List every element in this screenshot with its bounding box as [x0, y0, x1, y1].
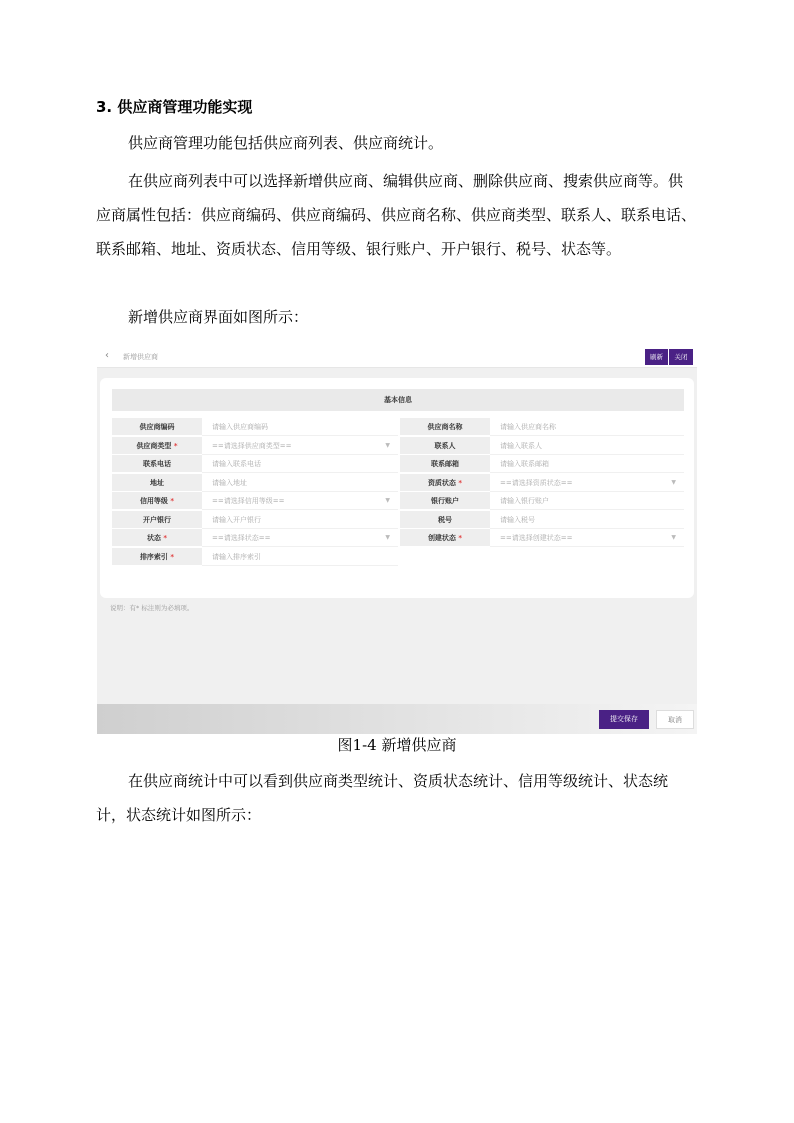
- chevron-down-icon[interactable]: ▼: [385, 497, 390, 504]
- field-input[interactable]: [202, 474, 398, 492]
- field-label-text: 供应商编码: [139, 423, 175, 431]
- field-placeholder: ==请选择创建状态==: [500, 534, 573, 542]
- field-label-text: 创建状态: [427, 534, 456, 542]
- field-label-text: 信用等级: [139, 497, 168, 505]
- form-row: [112, 511, 684, 529]
- form-row: [112, 548, 684, 566]
- field-label: [400, 437, 490, 455]
- field-input[interactable]: [490, 511, 684, 529]
- field-input[interactable]: [490, 492, 684, 510]
- field-label: [112, 455, 202, 473]
- field-label-text: 联系邮箱: [431, 460, 459, 468]
- field-label: [112, 492, 202, 510]
- field-label-text: 供应商名称: [427, 423, 463, 431]
- field-select[interactable]: [202, 492, 398, 510]
- field-placeholder: 请输入供应商名称: [500, 423, 556, 431]
- field-placeholder: 请输入供应商编码: [212, 423, 268, 431]
- field-placeholder: ==请选择资质状态==: [500, 478, 573, 487]
- chevron-down-icon[interactable]: ▼: [671, 534, 676, 541]
- field-placeholder: 请输入排序索引: [212, 552, 261, 561]
- field-label: [112, 437, 202, 455]
- field-placeholder: 请输入联系电话: [212, 460, 261, 468]
- form-row: [112, 474, 684, 492]
- paragraph-statistics: 在供应商统计中可以看到供应商类型统计、资质状态统计、信用等级统计、状态统计，状态统计如图所示：: [96, 772, 669, 824]
- field-label: [400, 474, 490, 492]
- field-placeholder: 请输入地址: [212, 478, 247, 487]
- field-placeholder: 请输入开户银行: [212, 515, 261, 524]
- field-input[interactable]: [202, 548, 398, 566]
- field-label: [400, 492, 490, 510]
- paragraph-figure-intro: 新增供应商界面如图所示：: [128, 308, 309, 326]
- field-label-text: 排序索引: [139, 552, 168, 561]
- required-mark: *: [458, 478, 463, 487]
- back-chevron-icon[interactable]: ‹: [105, 350, 109, 361]
- field-label-text: 税号: [438, 515, 452, 524]
- form-row: [112, 492, 684, 510]
- field-input[interactable]: [202, 511, 398, 529]
- field-input[interactable]: [202, 418, 398, 436]
- field-placeholder: ==请选择状态==: [212, 534, 271, 542]
- paragraph-intro: 供应商管理功能包括供应商列表、供应商统计。: [128, 134, 444, 152]
- field-label: [112, 474, 202, 492]
- required-mark: *: [163, 534, 168, 542]
- field-label: [400, 418, 490, 436]
- field-select[interactable]: [490, 474, 684, 492]
- form-row: [112, 418, 684, 436]
- chevron-down-icon[interactable]: ▼: [385, 534, 390, 541]
- field-label: [112, 548, 202, 566]
- field-label-text: 供应商类型: [136, 441, 172, 450]
- chevron-down-icon[interactable]: ▼: [671, 478, 676, 486]
- field-input[interactable]: [202, 455, 398, 473]
- field-placeholder: 请输入联系人: [500, 441, 542, 450]
- field-select[interactable]: [202, 529, 398, 547]
- close-button[interactable]: 关闭: [669, 349, 693, 365]
- submit-save-button[interactable]: 提交保存: [599, 710, 649, 729]
- field-input[interactable]: [490, 437, 684, 455]
- field-label: [400, 455, 490, 473]
- form-row: [112, 455, 684, 473]
- field-label-text: 地址: [150, 478, 164, 487]
- form-row: [112, 529, 684, 547]
- bottom-bar: [97, 704, 697, 734]
- field-label-text: 联系电话: [143, 460, 171, 468]
- field-label: [400, 511, 490, 529]
- field-label: [112, 418, 202, 436]
- required-mark: *: [170, 497, 175, 505]
- field-placeholder: ==请选择供应商类型==: [212, 441, 292, 450]
- cancel-button[interactable]: 取消: [656, 710, 694, 729]
- field-input[interactable]: [490, 418, 684, 436]
- field-label: [400, 529, 490, 547]
- required-note: 说明：有* 标注则为必填项。: [110, 604, 194, 612]
- field-placeholder: ==请选择信用等级==: [212, 497, 285, 505]
- field-label: [112, 511, 202, 529]
- field-select[interactable]: [490, 529, 684, 547]
- section-heading: 3. 供应商管理功能实现: [96, 98, 253, 116]
- paragraph-list-features: 在供应商列表中可以选择新增供应商、编辑供应商、删除供应商、搜索供应商等。供应商属性包括：供应商编码、供应商编码、供应商名称、供应商类型、联系人、联系电话、联系邮箱、地址、资质状态、信用等级、银行账户、开户银行、税号、状态等。: [96, 172, 697, 258]
- chevron-down-icon[interactable]: ▼: [385, 441, 390, 449]
- page-title: 新增供应商: [123, 353, 158, 361]
- field-label-text: 联系人: [434, 441, 456, 450]
- top-bar: [97, 346, 697, 368]
- figure-caption: 图1-4 新增供应商: [337, 736, 457, 754]
- field-placeholder: 请输入联系邮箱: [500, 460, 549, 468]
- field-label-text: 银行账户: [431, 497, 459, 505]
- add-supplier-screenshot: [97, 346, 697, 734]
- field-label-text: 状态: [146, 534, 161, 542]
- field-placeholder: 请输入银行账户: [500, 497, 549, 505]
- required-mark: *: [170, 552, 175, 561]
- field-label-text: 开户银行: [143, 515, 171, 524]
- field-placeholder: 请输入税号: [500, 515, 535, 524]
- field-label-text: 资质状态: [427, 478, 456, 487]
- field-select[interactable]: [202, 437, 398, 455]
- required-mark: *: [458, 534, 463, 542]
- required-mark: *: [173, 441, 178, 450]
- form-section-title: 基本信息: [112, 389, 684, 411]
- form-card: [100, 378, 694, 612]
- field-label: [112, 529, 202, 547]
- field-input[interactable]: [490, 455, 684, 473]
- form-row: [112, 437, 684, 455]
- refresh-button[interactable]: 刷新: [645, 349, 668, 365]
